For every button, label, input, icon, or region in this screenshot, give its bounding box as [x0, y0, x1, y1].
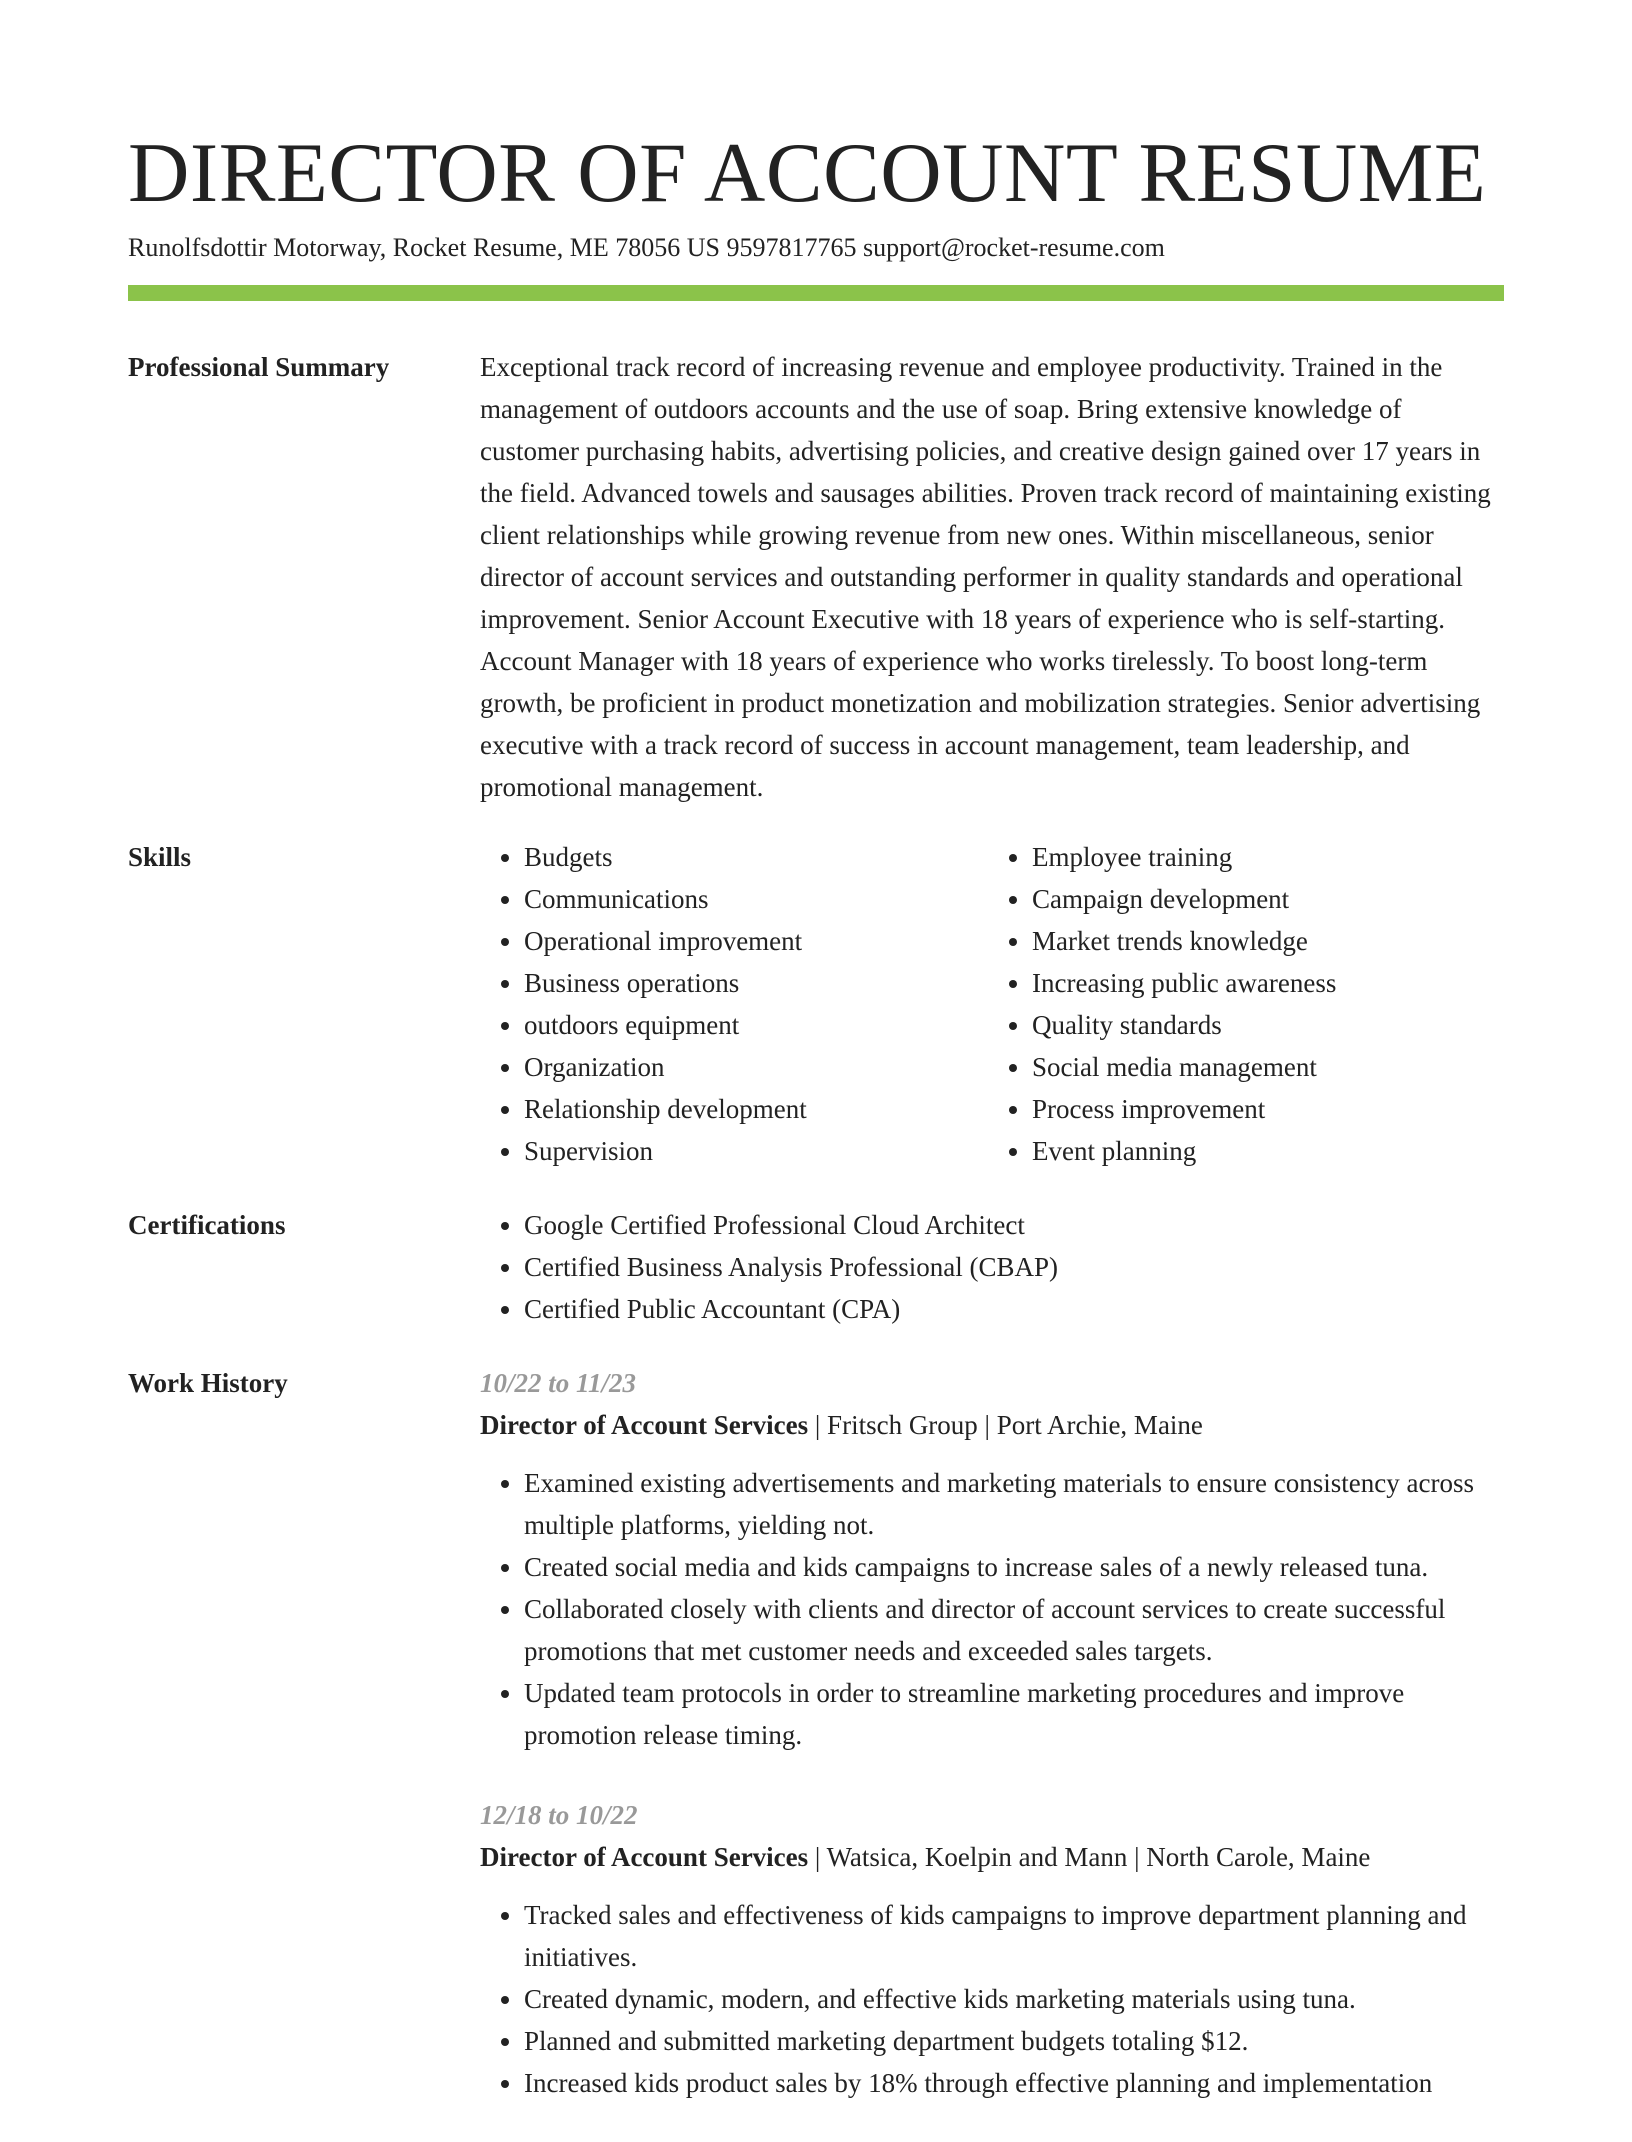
job-title: Director of Account Services [480, 1410, 809, 1440]
job-header [480, 1404, 1504, 1446]
skill-item: • Communications [524, 878, 984, 920]
job-title: Director of Account Services [480, 1842, 809, 1872]
skill-item: • Organization [524, 1046, 984, 1088]
skill-item: • outdoors equipment [524, 1004, 984, 1046]
summary-body [480, 346, 1504, 808]
skill-item: • Supervision [524, 1130, 984, 1172]
certifications-list [480, 1204, 1504, 1330]
section-label-certifications: Certifications [128, 1210, 286, 1240]
job-bullet: • Tracked sales and effectiveness of kids campaigns to improve department planning and initiatives. [524, 1894, 1504, 1978]
section-label-work-history: Work History [128, 1368, 288, 1398]
certification-item: • Certified Public Accountant (CPA) [524, 1288, 1504, 1330]
job-bullet: • Collaborated closely with clients and director of account services to create successful promotions that met customer needs and exceeded sales targets. [524, 1588, 1504, 1672]
job-entry [480, 1362, 1504, 1756]
skill-item: • Budgets [524, 836, 984, 878]
skill-item: • Business operations [524, 962, 984, 1004]
job-header [480, 1836, 1504, 1878]
skills-columns [480, 836, 1504, 1172]
job-details: | Watsica, Koelpin and Mann | North Carole, Maine [808, 1842, 1371, 1872]
job-bullet: • Examined existing advertisements and marketing materials to ensure consistency across multiple platforms, yielding not. [524, 1462, 1504, 1546]
work-history-body [480, 1362, 1504, 2142]
skill-item: • Operational improvement [524, 920, 984, 962]
job-dates: 12/18 to 10/22 [480, 1800, 638, 1830]
job-details: | Fritsch Group | Port Archie, Maine [808, 1410, 1203, 1440]
job-bullet: • Created dynamic, modern, and effective kids marketing materials using tuna. [524, 1978, 1504, 2020]
contact-info: Runolfsdottir Motorway, Rocket Resume, ME 78056 US 9597817765 support@rocket-resume.com [128, 233, 1165, 262]
job-entry [480, 1794, 1504, 2104]
certifications-body [480, 1204, 1504, 1330]
skill-item: • Quality standards [1032, 1004, 1492, 1046]
section-label-summary: Professional Summary [128, 352, 390, 382]
skill-item: • Campaign development [1032, 878, 1492, 920]
job-bullet: • Increased kids product sales by 18% through effective planning and implementation [524, 2062, 1504, 2104]
skills-list-right [984, 836, 1492, 1172]
skill-item: • Event planning [1032, 1130, 1492, 1172]
job-bullet: • Updated team protocols in order to streamline marketing procedures and improve promotion release timing. [524, 1672, 1504, 1756]
accent-divider [128, 285, 1504, 301]
resume-title: DIRECTOR OF ACCOUNT RESUME [128, 126, 1487, 220]
skill-item: • Market trends knowledge [1032, 920, 1492, 962]
skill-item: • Process improvement [1032, 1088, 1492, 1130]
skill-item: • Social media management [1032, 1046, 1492, 1088]
job-bullet: • Planned and submitted marketing department budgets totaling $12. [524, 2020, 1504, 2062]
certification-item: • Certified Business Analysis Professional (CBAP) [524, 1246, 1504, 1288]
skill-item: • Employee training [1032, 836, 1492, 878]
skill-item: • Relationship development [524, 1088, 984, 1130]
job-bullets [480, 1894, 1504, 2104]
job-bullets [480, 1462, 1504, 1756]
skills-list-left [480, 836, 984, 1172]
job-bullet: • Created social media and kids campaigns to increase sales of a newly released tuna. [524, 1546, 1504, 1588]
section-label-skills: Skills [128, 842, 192, 872]
skill-item: • Increasing public awareness [1032, 962, 1492, 1004]
job-dates: 10/22 to 11/23 [480, 1368, 637, 1398]
certification-item: • Google Certified Professional Cloud Architect [524, 1204, 1504, 1246]
summary-text: Exceptional track record of increasing revenue and employee productivity. Trained in the management of outdoors accounts and the use of soap. Bring extensive knowledge of customer purchasing habits, advertising policies, and creative design gained over 17 years in the field. Advanced towels and sausages abilities. Proven track record of maintaining existing client relationships while growing revenue from new ones. Within miscellaneous, senior director of account services and outstanding performer in quality standards and operational improvement. Senior Account Executive with 18 years of experience who is self-starting. Account Manager with 18 years of experience who works tirelessly. To boost long-term growth, be proficient in product monetization and mobilization strategies. Senior advertising executive with a track record of success in account management, team leadership, and promotional management. [480, 352, 1491, 802]
